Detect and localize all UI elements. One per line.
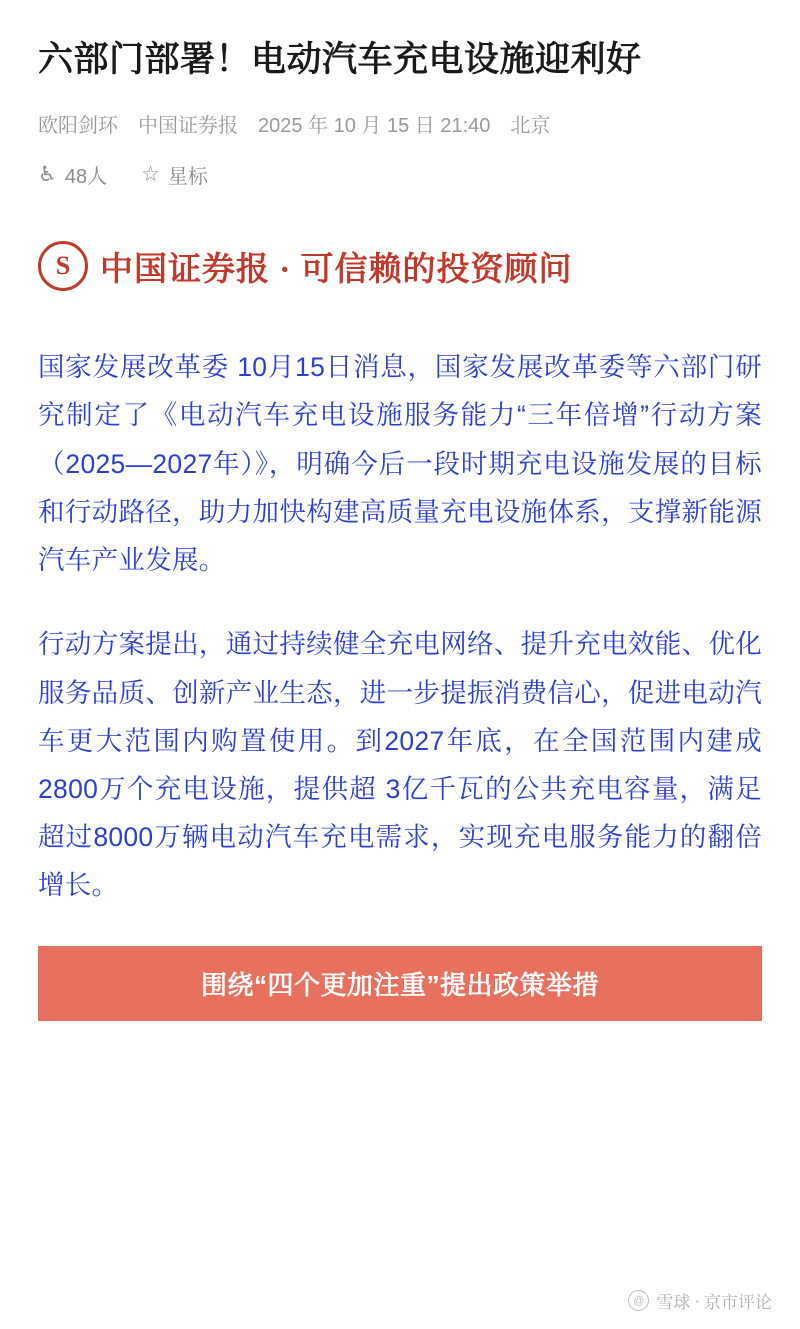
publisher-brand-name: 中国证券报 · 可信赖的投资顾问 (100, 251, 573, 288)
article-meta (38, 109, 762, 138)
publisher-brand (38, 241, 762, 291)
listen-count-button[interactable] (38, 160, 107, 189)
footer-separator: · (694, 1290, 700, 1310)
article-paragraph: 国家发展改革委 10月15日消息，国家发展改革委等六部门研究制定了《电动汽车充电设施服务能力“三年倍增”行动方案（2025—2027年）》，明确今后一段时期充电设施发展的目标和行动路径，助力加快构建高质量充电设施体系，支撑新能源汽车产业发展。 (38, 352, 762, 576)
xueqiu-logo-icon: @ (628, 1290, 649, 1311)
page-title: 六部门部署！电动汽车充电设施迎利好 (38, 40, 642, 79)
publisher-logo-icon: S (38, 241, 88, 291)
article-paragraph: 行动方案提出，通过持续健全充电网络、提升充电效能、优化服务品质、创新产业生态，进一步提振消费信心，促进电动汽车更大范围内购置使用。到2027年底，在全国范围内建成2800万个充电设施，提供超 3亿千瓦的公共充电容量，满足超过8000万辆电动汽车充电需求，实现充电服务能力的翻倍增长。 (38, 629, 762, 901)
listen-count-label: 48人 (64, 166, 108, 189)
footer-account: 京市评论 (704, 1293, 772, 1312)
headphones-icon: ♿ (38, 163, 57, 187)
meta-source: 中国证券报 (138, 115, 238, 138)
section-banner: 围绕“四个更加注重”提出政策举措 (38, 946, 762, 1021)
star-button[interactable] (141, 160, 208, 189)
star-label: 星标 (167, 166, 208, 189)
article-engagement (38, 160, 762, 189)
meta-datetime: 2025 年 10 月 15 日 21:40 (258, 115, 491, 138)
meta-author: 欧阳剑环 (38, 115, 118, 138)
meta-location: 北京 (510, 115, 551, 138)
watermark-footer (628, 1288, 772, 1313)
star-icon: ☆ (141, 163, 160, 187)
footer-platform: 雪球 (656, 1293, 691, 1312)
